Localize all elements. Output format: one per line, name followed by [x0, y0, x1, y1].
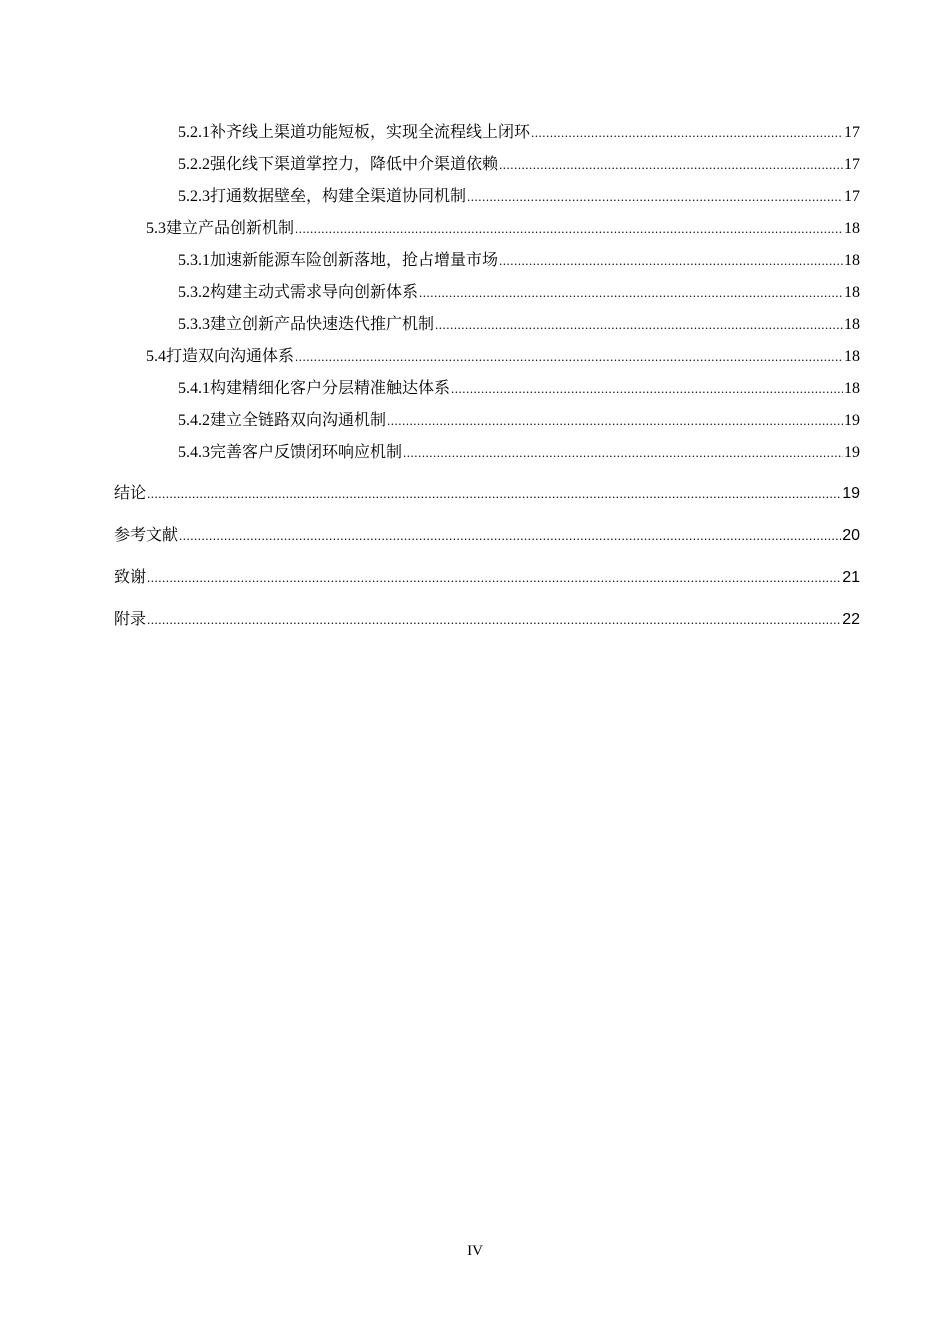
toc-number: 5.4.1: [178, 380, 210, 397]
toc-leader-dots: [147, 568, 841, 588]
toc-page-number: 18: [844, 284, 860, 301]
toc-title: 完善客户反馈闭环响应机制: [210, 442, 403, 461]
toc-leader-dots: [147, 610, 841, 630]
toc-title: 结论: [114, 483, 147, 502]
toc-entry-5-2-3[interactable]: [178, 186, 860, 206]
toc-title: 参考文献: [114, 525, 179, 544]
toc-page-number: 17: [844, 156, 860, 173]
toc-title: 打造双向沟通体系: [166, 346, 295, 365]
toc-number: 5.3.2: [178, 284, 210, 301]
toc-entry-conclusion[interactable]: [114, 483, 860, 503]
toc-number: 5.2.3: [178, 188, 210, 205]
toc-title: 建立创新产品快速迭代推广机制: [210, 314, 435, 333]
toc-page-number: 17: [844, 188, 860, 205]
toc-title: 构建主动式需求导向创新体系: [210, 282, 419, 301]
toc-number: 5.2.2: [178, 156, 210, 173]
toc-entry-5-2-1[interactable]: [178, 122, 860, 142]
toc-number: 5.4: [146, 348, 166, 365]
toc-page-number: 17: [844, 124, 860, 141]
toc-title: 加速新能源车险创新落地，抢占增量市场: [210, 250, 499, 269]
toc-leader-dots: [147, 484, 841, 504]
toc-title: 致谢: [114, 567, 147, 586]
toc-leader-dots: [295, 219, 843, 239]
toc-entry-appendix[interactable]: [114, 609, 860, 629]
toc-leader-dots: [387, 411, 843, 431]
toc-leader-dots: [403, 443, 843, 463]
toc-leader-dots: [295, 347, 843, 367]
toc-title: 附录: [114, 609, 147, 628]
toc-number: 5.3: [146, 220, 166, 237]
toc-title: 建立全链路双向沟通机制: [210, 410, 387, 429]
toc-number: 5.3.1: [178, 252, 210, 269]
toc-leader-dots: [499, 251, 843, 271]
toc-entry-5-4-3[interactable]: [178, 442, 860, 462]
toc-page-number: 18: [844, 220, 860, 237]
toc-entry-5-4-2[interactable]: [178, 410, 860, 430]
toc-entry-5-3[interactable]: [146, 218, 860, 238]
toc-entry-5-4-1[interactable]: [178, 378, 860, 398]
toc-entry-5-2-2[interactable]: [178, 154, 860, 174]
toc-title: 强化线下渠道掌控力，降低中介渠道依赖: [210, 154, 499, 173]
toc-entry-5-4[interactable]: [146, 346, 860, 366]
toc-entry-references[interactable]: [114, 525, 860, 545]
toc-entry-5-3-1[interactable]: [178, 250, 860, 270]
toc-number: 5.4.2: [178, 412, 210, 429]
toc-page-number: 19: [844, 412, 860, 429]
toc-leader-dots: [531, 123, 843, 143]
toc-page-number: 21: [842, 569, 860, 586]
toc-leader-dots: [179, 526, 841, 546]
toc-page-number: 18: [844, 252, 860, 269]
toc-page-number: 19: [844, 444, 860, 461]
toc-entry-5-3-3[interactable]: [178, 314, 860, 334]
toc-leader-dots: [419, 283, 843, 303]
toc-title: 建立产品创新机制: [166, 218, 295, 237]
toc-number: 5.2.1: [178, 124, 210, 141]
toc-entry-5-3-2[interactable]: [178, 282, 860, 302]
toc-page-number: 18: [844, 348, 860, 365]
toc-title: 打通数据壁垒，构建全渠道协同机制: [210, 186, 467, 205]
toc-page-number: 18: [844, 380, 860, 397]
toc-page-number: 18: [844, 316, 860, 333]
toc-leader-dots: [499, 155, 843, 175]
toc-title: 补齐线上渠道功能短板，实现全流程线上闭环: [210, 122, 531, 141]
toc-leader-dots: [435, 315, 843, 335]
toc-leader-dots: [451, 379, 843, 399]
page-number-footer: IV: [467, 1243, 483, 1259]
toc-page-number: 20: [842, 527, 860, 544]
toc-number: 5.3.3: [178, 316, 210, 333]
toc-page-number: 19: [842, 485, 860, 502]
toc-number: 5.4.3: [178, 444, 210, 461]
toc-leader-dots: [467, 187, 843, 207]
toc-page-number: 22: [842, 611, 860, 628]
toc-title: 构建精细化客户分层精准触达体系: [210, 378, 451, 397]
toc-entry-acknowledgements[interactable]: [114, 567, 860, 587]
